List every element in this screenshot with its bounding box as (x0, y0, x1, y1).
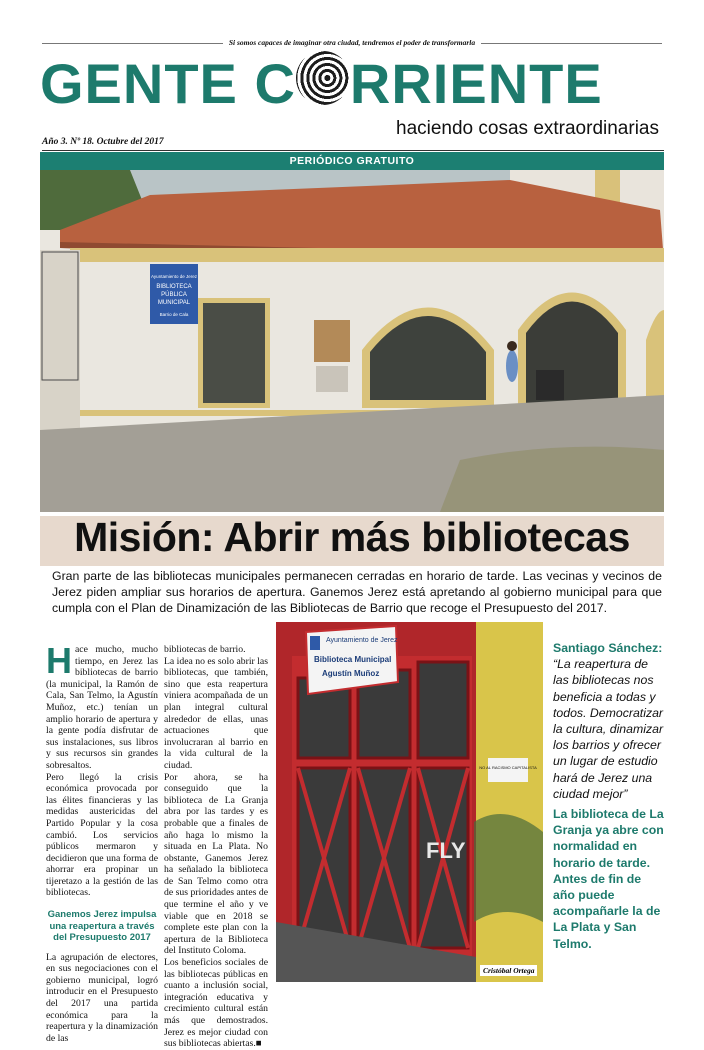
quote-sidebar (553, 640, 665, 952)
paragraph-1: ace mucho, mucho tiempo, en Jerez las bibliotecas de barrio (la municipal, la Ramón de Cala, San Telmo, la Agustín Muñoz, etc.) tenían un amplio horario de apertura y la gente podía disfrutar de sus instalaciones, sus libros y sus recursos sin grandes sobresaltos. (46, 644, 158, 771)
paragraph-2: Pero llegó la crisis económica provocada por las élites financieras y las medidas austericidas del Partido Popular y la cosa cambió. Los servicios públicos mermaron y decidieron que una forma de ahorrar era propinar un tijeretazo a la gestión de las bibliotecas. (46, 771, 158, 899)
library-sign-line5: Barrio de Cala (159, 312, 189, 317)
door-graffiti: FLY (426, 838, 466, 863)
free-newspaper-band: PERIÓDICO GRATUITO (40, 152, 664, 170)
photo-credit: Cristóbal Ortega (480, 965, 537, 976)
masthead-tagline: haciendo cosas extraordinarias (396, 118, 659, 139)
library-door-photo (276, 622, 543, 982)
article-column-1 (46, 640, 158, 1044)
library-sign-line3: PÚBLICA (161, 292, 187, 298)
paragraph-3: La agrupación de electores, en sus negociaciones con el gobierno municipal, logró introducir en el Presupuesto del 2017 una partida económica para la reapertura y la dinamización de las (46, 951, 158, 1044)
newspaper-logo: GENTE C RRIENTE (40, 52, 603, 115)
paragraph-5: La idea no es solo abrir las bibliotecas, que también, sino que esta reapertura viniera acompañada de un plan integral cultural alrededor de ellas, unas actuaciones que involucraran al barrio en la vida cultural de la ciudad. (164, 655, 268, 771)
drop-cap: H (46, 640, 72, 681)
library-sign-line2: BIBLIOTECA (156, 284, 192, 290)
article-standfirst: Gran parte de las bibliotecas municipales permanecen cerradas en horario de tarde. Las vecinas y vecinos de Jerez piden ampliar sus horarios de apertura. Ganemos Jerez está apretando al gobierno municipal para que cumpla con el Plan de Dinamización de las Bibliotecas de Barrio que recoge el Presupuesto del 2017. (52, 569, 662, 615)
door-poster (488, 758, 528, 782)
door-sign-line3: Agustín Muñoz (322, 669, 380, 678)
article-headline: Misión: Abrir más bibliotecas (74, 514, 630, 560)
paragraph-7: Los beneficios sociales de las bibliotecas públicas en cuanto a inclusión social, integración educativa y crecimiento cultural están más que demostrados. Jerez es mejor ciudad con sus bibliotecas abiertas.■ (164, 957, 268, 1050)
door-poster-text: NO AL RACISMO CAPITALISTA (479, 765, 537, 770)
paragraph-4: bibliotecas de barrio. (164, 644, 246, 655)
quote-text: “La reapertura de las bibliotecas nos beneficia a todas y todos. Democratizar la cultura, dinamizar los barrios y ofrecer un lugar de estudio hará de Jerez una ciudad mejor” (553, 657, 664, 801)
library-building-photo (40, 170, 664, 512)
library-sign-line4: MUNICIPAL (157, 300, 191, 306)
issue-info: Año 3. Nº 18. Octubre del 2017 (42, 137, 164, 147)
article-subhead: Ganemos Jerez impulsa una reapertura a través del Presupuesto 2017 (47, 909, 157, 944)
library-sign-line1: Ayuntamiento de Jerez (151, 274, 197, 279)
pull-quote: La biblioteca de La Granja ya abre con normalidad en horario de tarde. Antes de fin de año puede acompañarle la de La Plata y San Telmo. (553, 807, 664, 951)
issue-rule (42, 150, 664, 151)
logo-spiral-o (296, 51, 350, 105)
article-column-2 (164, 644, 268, 1050)
door-sign-line2: Biblioteca Municipal (314, 655, 392, 664)
masthead-motto: Si somos capaces de imaginar otra ciudad, tendremos el poder de transformarla (0, 38, 704, 47)
quote-author: Santiago Sánchez: (553, 641, 663, 655)
paragraph-6: Por ahora, se ha conseguido que la biblioteca de La Granja abra por las tardes y es probable que a finales de año haga lo mismo la situada en La Plata. No obstante, Ganemos Jerez ha señalado la biblioteca de San Telmo como otra de sus prioridades antes de que termine el año y ve viable que en 2018 se complete este plan con la apertura de la Biblioteca del Instituto Coloma. (164, 771, 268, 957)
door-sign-line1: Ayuntamiento de Jerez (326, 637, 398, 644)
